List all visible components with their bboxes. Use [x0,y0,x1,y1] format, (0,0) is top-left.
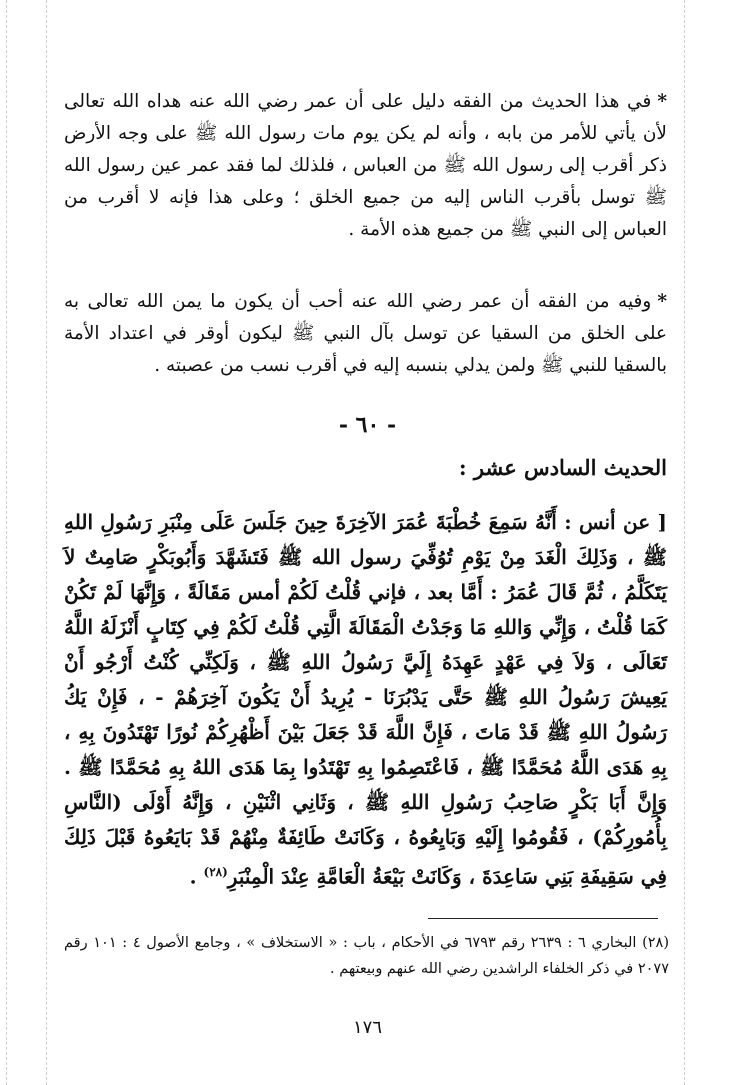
footnote [64,930,669,982]
bullet-mark: * [657,291,667,312]
page-number: ١٧٦ [352,1017,382,1038]
section-heading: الحديث السادس عشر : [458,455,667,480]
bullet-mark: * [657,91,667,112]
paragraph-1-text: في هذا الحديث من الفقه دليل على أن عمر رضي الله عنه هداه الله تعالى لأن يأتي للأمر من بابه ، وأنه لم يكن يوم مات رسول الله ﷺ على وجه الأرض ذكر أقرب إلى رسول الله ﷺ من العباس ، فلذلك لما فقد عمر عين رسول الله ﷺ توسل بأقرب الناس إليه من جميع الخلق ؛ وعلى هذا فإنه لا أقرب من العباس إلى النبي ﷺ من جميع هذه الأمة . [64,91,667,240]
margin-guide-line [46,0,47,1085]
margin-guide-line [6,0,7,1085]
footnote-text: (٢٨) البخاري ٦ : ٢٦٣٩ رقم ٦٧٩٣ في الأحكام ، باب : « الاستخلاف » ، وجامع الأصول ٤ : ١٠١ رقم ٢٠٧٧ في ذكر الخلفاء الراشدين رضي الله عنهم وبيعتهم . [64,935,670,977]
hadith-text: [ عن أنس : أَنَّهُ سَمِعَ خُطْبَةَ عُمَرَ الآخِرَةَ حِينَ جَلَسَ عَلَى مِنْبَرِ رَسُولِ اللهِ ﷺ ، وَذَلِكَ الْغَدَ مِنْ يَوْمِ تُوُفِّيَ رسول الله ﷺ فَتَشَهَّدَ وَأَبُوبَكْرٍ صَامِتٌ لاَ يَتَكَلَّمُ ، ثُمَّ قَالَ عُمَرُ : أَمَّا بعد ، فإني قُلْتُ لَكُمْ أمس مَقَالَةً ، وَإِنَّهَا لَمْ تَكُنْ كَمَا قُلْتُ ، وَإِنِّي وَاللهِ مَا وَجَدْتُ الْمَقَالَةَ الَّتِي قُلْتُ لَكُمْ فِي كِتَابٍ أَنْزَلَهُ اللَّهُ تَعَالَى ، وَلاَ فِي عَهْدٍ عَهِدَهُ إِلَيَّ رَسُولُ اللهِ ﷺ ، وَلَكِنِّي كُنْتُ أَرْجُو أَنْ يَعِيشَ رَسُولُ اللهِ ﷺ حَتَّى يَدْبُرَنَا - يُرِيدُ أَنْ يَكُونَ آخِرَهُمْ - ، فَإِنْ يَكُ رَسُولُ اللهِ ﷺ قَدْ مَاتَ ، فَإِنَّ اللَّهَ قَدْ جَعَلَ بَيْنَ أَظْهُرِكُمْ نُورًا تَهْتَدُونَ بِهِ ، بِهِ هَدَى اللَّهُ مُحَمَّدًا ﷺ ، فَاعْتَصِمُوا بِهِ تَهْتَدُوا بِمَا هَدَى اللهُ بِهِ مُحَمَّدًا ﷺ . وَإِنَّ أَبَا بَكْرٍ صَاحِبُ رَسُولِ اللهِ ﷺ ، وَثَانِي اثْنَيْنِ ، وَإِنَّهُ أَوْلَى (النَّاسِ بِأُمُورِكُمْ) ، فَقُومُوا إِلَيْهِ وَبَايِعُوهُ ، وَكَانَتْ طَائِفَةٌ مِنْهُمْ قَدْ بَايَعُوهُ قَبْلَ ذَلِكَ فِي سَقِيفَةِ بَنِي سَاعِدَةَ ، وَكَانَتْ بَيْعَةُ الْعَامَّةِ عِنْدَ الْمِنْبَرِ$^{(٢٨)}$ . [64,510,668,889]
section-number: - ٦٠ - [338,412,397,438]
hadith-body: [ عن أنس : أَنَّهُ سَمِعَ خُطْبَةَ عُمَرَ الآخِرَةَ حِينَ جَلَسَ عَلَى مِنْبَرِ رَسُولِ اللهِ ﷺ ، وَذَلِكَ الْغَدَ مِنْ يَوْمِ تُوُفِّيَ رسول الله ﷺ فَتَشَهَّدَ وَأَبُوبَكْرٍ صَامِتٌ لاَ يَتَكَلَّمُ ، ثُمَّ قَالَ عُمَرُ : أَمَّا بعد ، فإني قُلْتُ لَكُمْ أمس مَقَالَةً ، وَإِنَّهَا لَمْ تَكُنْ كَمَا قُلْتُ ، وَإِنِّي وَاللهِ مَا وَجَدْتُ الْمَقَالَةَ الَّتِي قُلْتُ لَكُمْ فِي كِتَابٍ أَنْزَلَهُ اللَّهُ تَعَالَى ، وَلاَ فِي عَهْدٍ عَهِدَهُ إِلَيَّ رَسُولُ اللهِ ﷺ ، وَلَكِنِّي كُنْتُ أَرْجُو أَنْ يَعِيشَ رَسُولُ اللهِ ﷺ حَتَّى يَدْبُرَنَا - يُرِيدُ أَنْ يَكُونَ آخِرَهُمْ - ، فَإِنْ يَكُ رَسُولُ اللهِ ﷺ قَدْ مَاتَ ، فَإِنَّ اللَّهَ قَدْ جَعَلَ بَيْنَ أَظْهُرِكُمْ نُورًا تَهْتَدُونَ بِهِ ، بِهِ هَدَى اللَّهُ مُحَمَّدًا ﷺ ، فَاعْتَصِمُوا بِهِ تَهْتَدُوا بِمَا هَدَى اللهُ بِهِ مُحَمَّدًا ﷺ . وَإِنَّ أَبَا بَكْرٍ صَاحِبُ رَسُولِ اللهِ ﷺ ، وَثَانِي اثْنَيْنِ ، وَإِنَّهُ أَوْلَى (النَّاسِ بِأُمُورِكُمْ) ، فَقُومُوا إِلَيْهِ وَبَايِعُوهُ ، وَكَانَتْ طَائِفَةٌ مِنْهُمْ قَدْ بَايَعُوهُ قَبْلَ ذَلِكَ فِي سَقِيفَةِ بَنِي سَاعِدَةَ ، وَكَانَتْ بَيْعَةُ الْعَامَّةِ عِنْدَ الْمِنْبَرِ [64,510,668,889]
margin-guide-line [684,0,685,1085]
paragraph-1 [64,86,667,246]
footnote-reference: (٢٨) [203,865,228,879]
paragraph-2-text: وفيه من الفقه أن عمر رضي الله عنه أحب أن يكون ما يمن الله تعالى به على الخلق من السقيا عن توسل بآل النبي ﷺ ليكون أوقر في اعتداد الأمة بالسقيا للنبي ﷺ ولمن يدلي بنسبه إليه في أقرب نسب من عصبته . [64,291,667,376]
paragraph-2 [64,286,667,382]
footnote-divider [428,918,658,919]
